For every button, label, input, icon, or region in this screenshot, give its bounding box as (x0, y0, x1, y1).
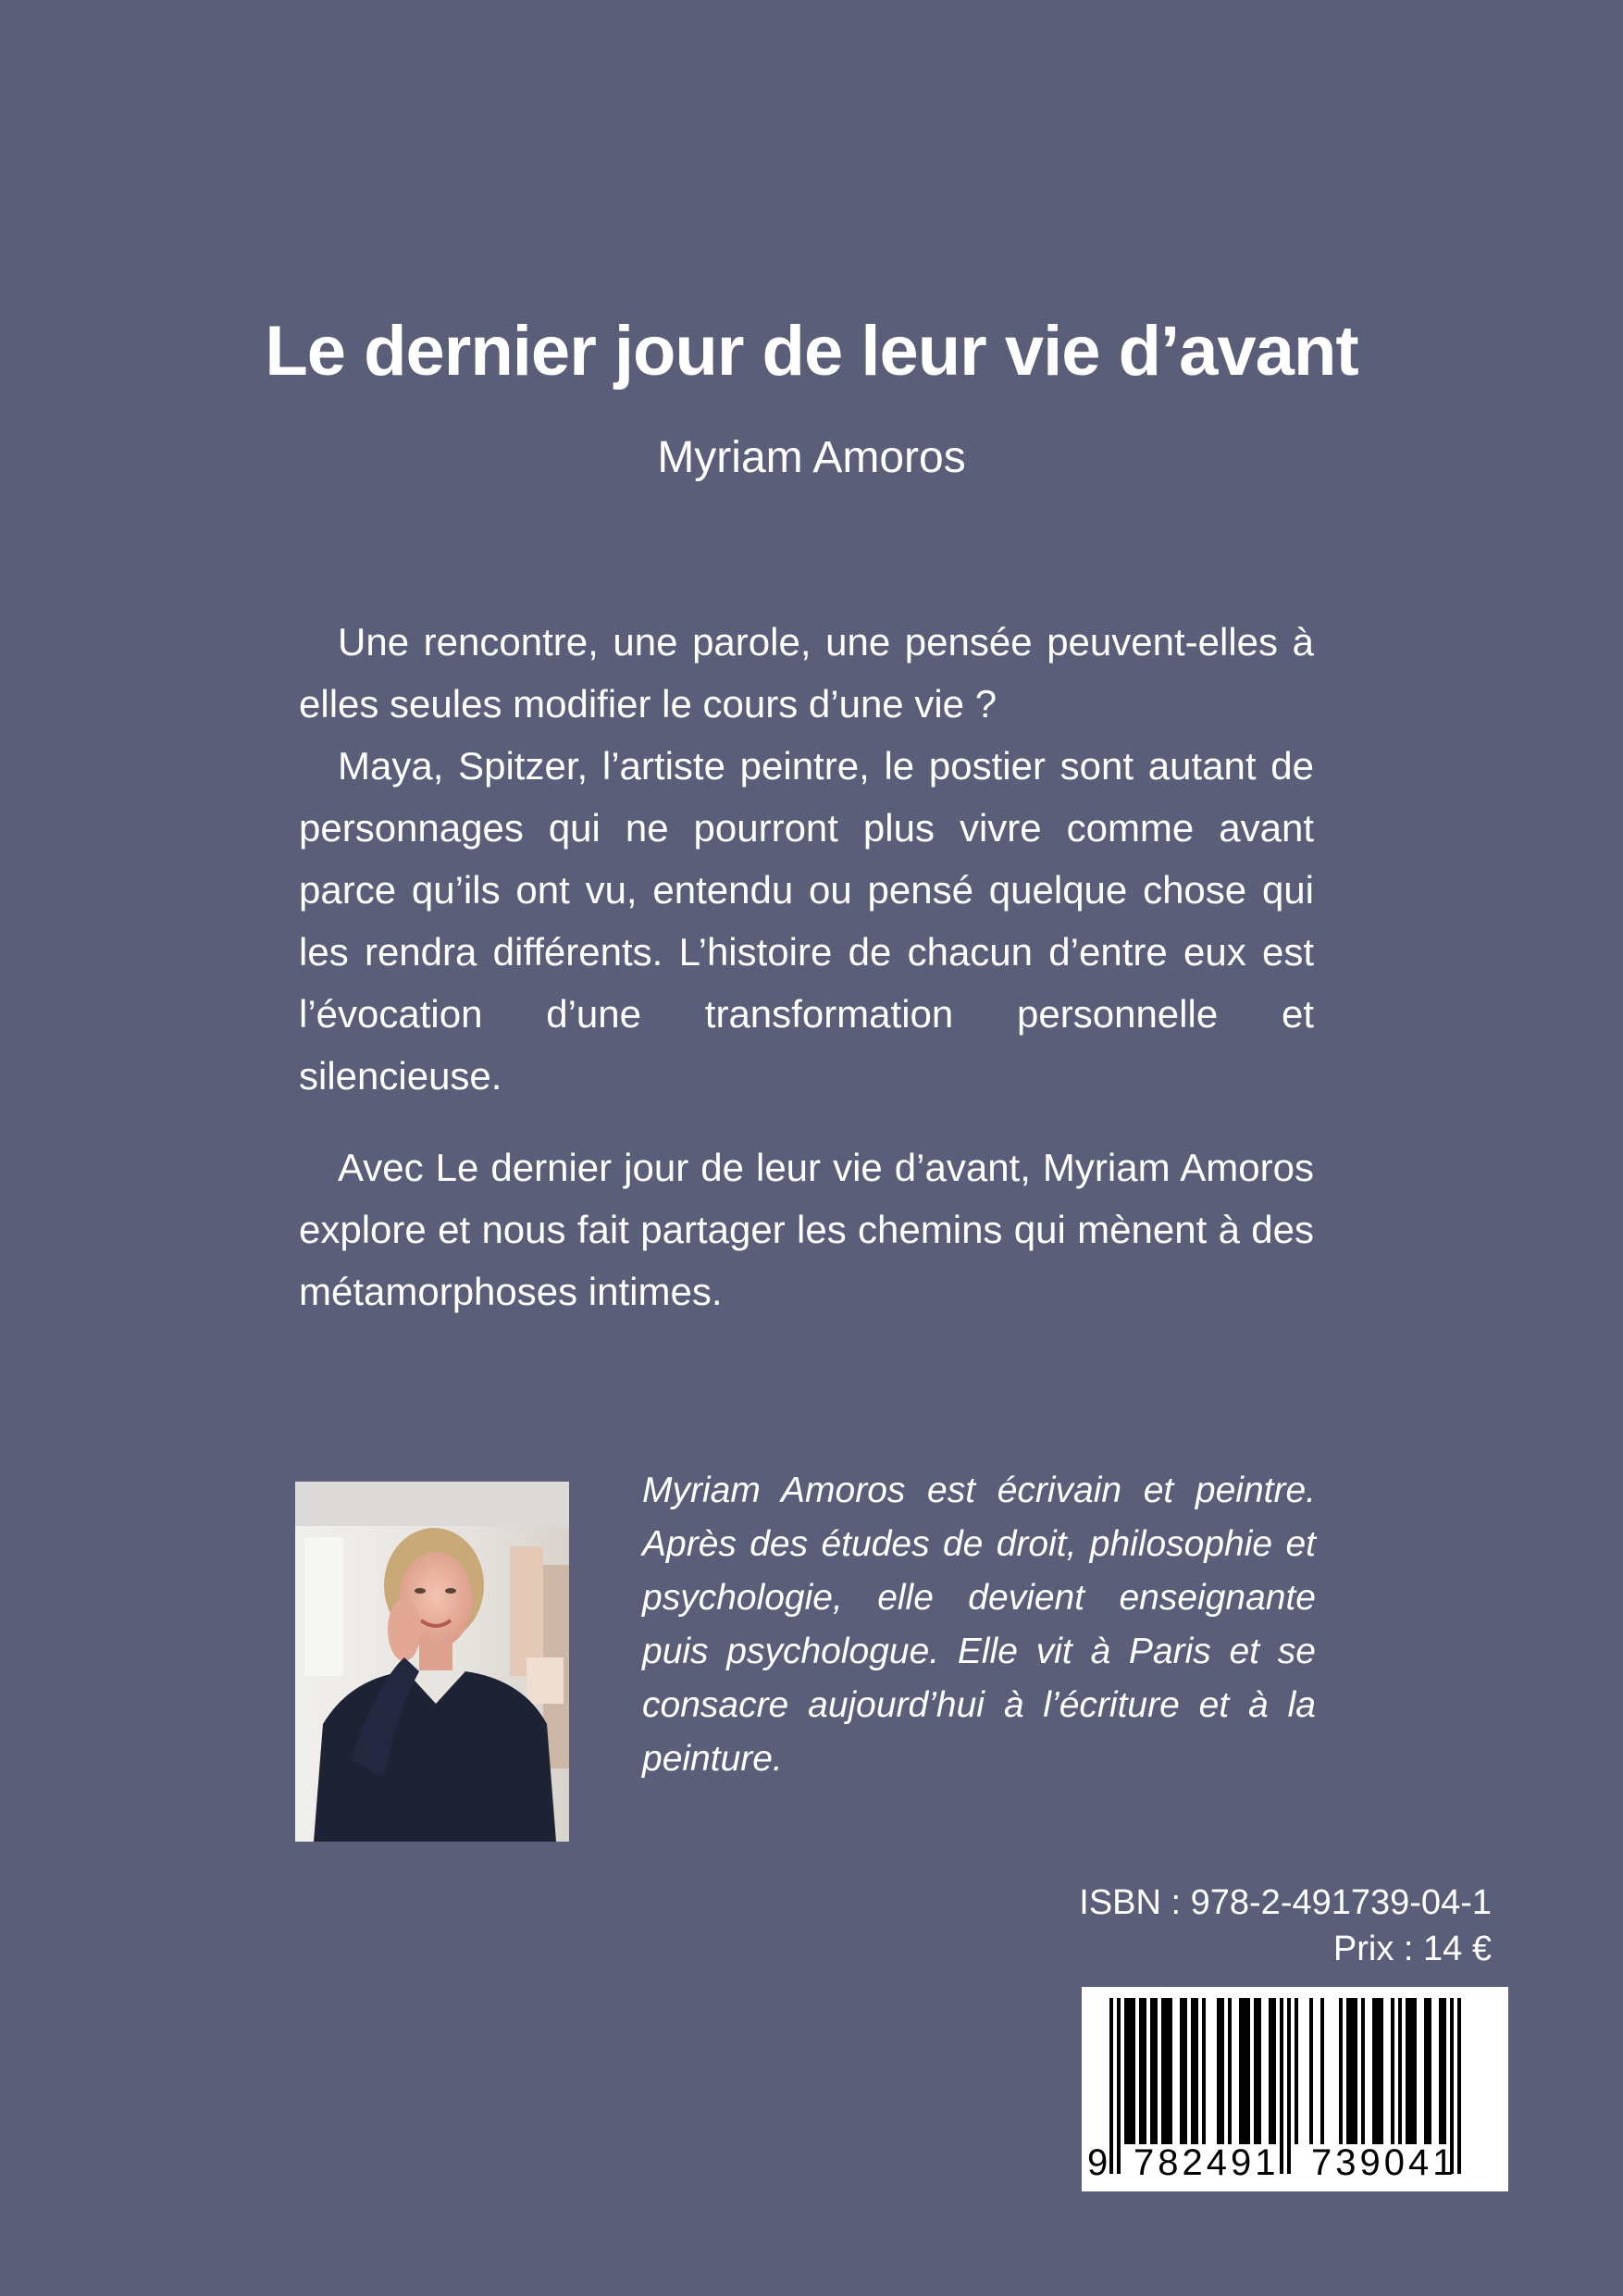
barcode-bar (1191, 1998, 1195, 2144)
barcode-bar (1428, 1998, 1431, 2144)
book-author: Myriam Amoros (657, 433, 966, 482)
barcode-bar (1413, 1998, 1417, 2144)
barcode-bar (1439, 1998, 1443, 2144)
barcode-bar (1272, 1998, 1276, 2144)
barcode-bar (1391, 1998, 1394, 2144)
barcode-bar (1239, 1998, 1243, 2144)
barcode-bar (1154, 1998, 1158, 2144)
barcode-bar (1361, 1998, 1365, 2144)
barcode-bar (1143, 1998, 1146, 2144)
blurb (299, 611, 1314, 1322)
blurb-paragraph-3: Avec Le dernier jour de leur vie d’avant, Myriam Amoros explore et nous fait partager les chemins qui mènent à des métamorphoses intimes. (299, 1146, 1314, 1313)
barcode-bar (1220, 1998, 1224, 2144)
barcode-bar (1443, 1998, 1446, 2144)
barcode (1082, 1987, 1508, 2191)
barcode-bar (1202, 1998, 1206, 2144)
barcode-bar (1169, 1998, 1172, 2144)
barcode-bar (1269, 1998, 1272, 2144)
book-title: Le dernier jour de leur vie d’avant (265, 312, 1358, 391)
price: Prix : 14 € (1332, 1930, 1492, 1968)
barcode-bar (1228, 1998, 1232, 2144)
barcode-digits (1082, 2135, 1508, 2191)
barcode-bar (1406, 1998, 1409, 2144)
barcode-bar (1180, 1998, 1183, 2144)
author-bio: Myriam Amoros est écrivain et peintre. Après des études de droit, philosophie et psychologie, elle devient enseignante puis psychologue. Elle vit à Paris et se consacre aujourd’hui à l’écriture et à la peinture. (642, 1471, 1316, 1779)
barcode-bar (1258, 1998, 1261, 2144)
barcode-bar (1320, 1998, 1324, 2144)
barcode-bar (1124, 1998, 1128, 2144)
barcode-bar (1217, 1998, 1220, 2144)
barcode-bar (1376, 1998, 1380, 2144)
barcode-bar (1246, 1998, 1250, 2144)
barcode-bar (1346, 1998, 1350, 2144)
barcode-bar (1398, 1998, 1402, 2144)
barcode-bar (1372, 1998, 1376, 2144)
isbn: ISBN : 978-2-491739-04-1 (1079, 1883, 1492, 1922)
barcode-bar (1139, 1998, 1143, 2144)
barcode-bar (1380, 1998, 1383, 2144)
blurb-paragraph-1: Une rencontre, une parole, une pensée peuvent-elles à elles seules modifier le cours d’une vie ? (299, 620, 1314, 726)
barcode-bar (1295, 1998, 1298, 2144)
barcode-bar (1350, 1998, 1354, 2144)
barcode-bar (1254, 1998, 1258, 2144)
barcode-bar (1354, 1998, 1357, 2144)
barcode-bar (1409, 1998, 1413, 2144)
blurb-paragraph-2: Maya, Spitzer, l’artiste peintre, le postier sont autant de personnages qui ne pourront plus vivre comme avant parce qu’ils ont vu, entendu ou pensé quelque chose qui les rendra différents. L’histoire de chacun d’entre eux est l’évocation d’une transformation personnelle et silencieuse. (299, 744, 1314, 1098)
barcode-bar (1161, 1998, 1165, 2144)
barcode-bar (1128, 1998, 1132, 2144)
barcode-bar (1132, 1998, 1135, 2144)
barcode-bar (1195, 1998, 1198, 2144)
barcode-bar (1309, 1998, 1313, 2144)
author-photo (295, 1482, 569, 1842)
barcode-bar (1150, 1998, 1154, 2144)
barcode-bar (1243, 1998, 1246, 2144)
barcode-first-digit: 9 (1087, 2142, 1112, 2183)
barcode-bar (1183, 1998, 1187, 2144)
barcode-bar (1165, 1998, 1169, 2144)
barcode-bar (1424, 1998, 1428, 2144)
barcode-right-group: 739041 (1311, 2142, 1457, 2183)
barcode-bar (1339, 1998, 1343, 2144)
barcode-left-group: 782491 (1134, 2142, 1280, 2183)
